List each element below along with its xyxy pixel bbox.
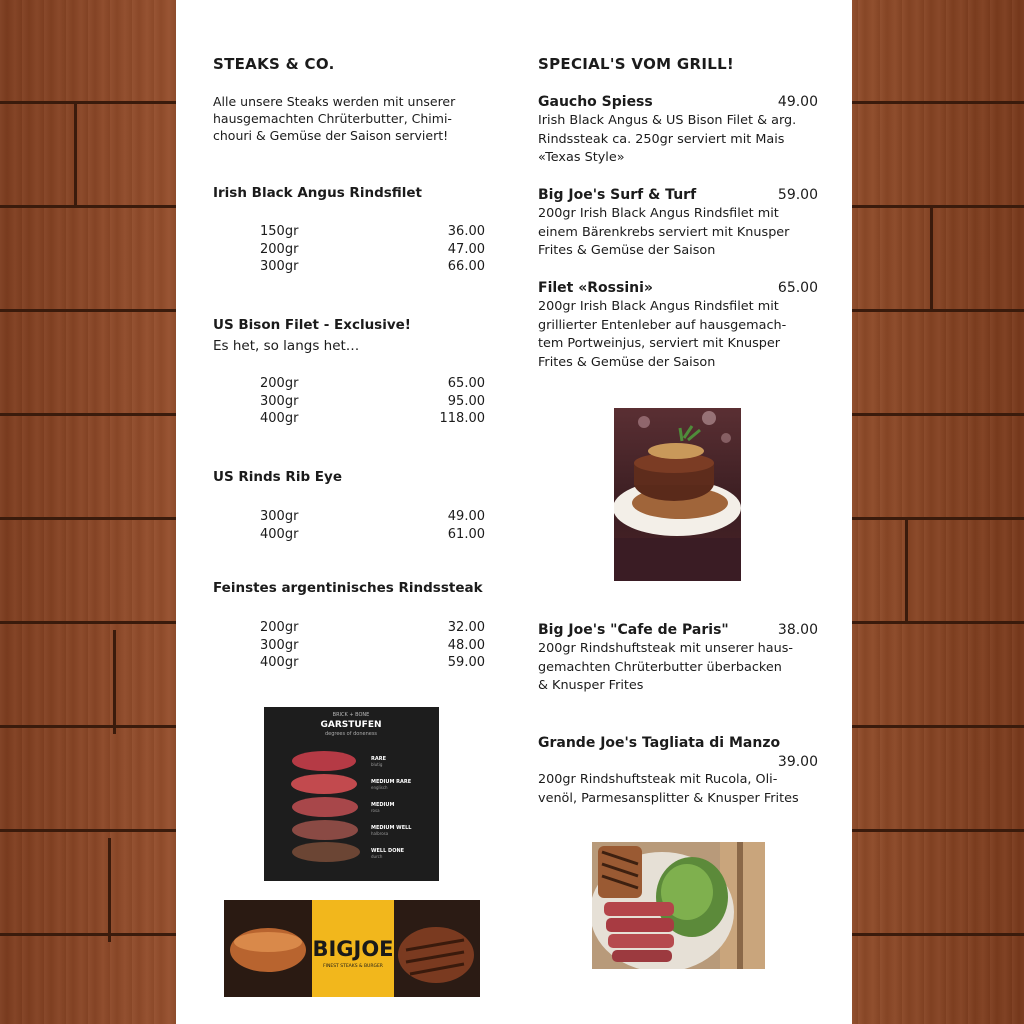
svg-text:durch: durch (371, 854, 383, 859)
special-desc: 200gr Rindshuftsteak mit unserer haus- gemachten Chrüterbutter überbacken & Knusper Frites (538, 641, 794, 693)
price-list (260, 508, 485, 543)
section-title: US Rinds Rib Eye (213, 469, 342, 485)
banner-logo: BIGJOE (312, 937, 394, 961)
special-desc: Irish Black Angus & US Bison Filet & arg. Rindssteak ca. 250gr serviert mit Mais «Texas Style» (538, 113, 797, 165)
wood-seam (930, 208, 933, 312)
section-title: US Bison Filet - Exclusive! (213, 317, 411, 333)
svg-text:MEDIUM WELL: MEDIUM WELL (371, 825, 412, 831)
special-item (538, 93, 818, 168)
price-list (260, 223, 485, 276)
doneness-brand: BRICK + BONE (332, 712, 370, 718)
price-row: 300gr 48.00 (260, 637, 485, 653)
special-price: 59.00 (777, 187, 818, 203)
doneness-chart-image (264, 707, 439, 881)
section-title: Irish Black Angus Rindsfilet (213, 185, 423, 201)
special-price: 38.00 (777, 622, 818, 638)
filet-rossini-photo (614, 408, 741, 581)
price-row: 200gr 47.00 (260, 241, 485, 257)
price-row: 150gr 36.00 (260, 224, 485, 239)
doneness-subtitle: degrees of doneness (324, 731, 378, 737)
special-item (538, 279, 818, 372)
special-desc: 200gr Rindshuftsteak mit Rucola, Oli- venöl, Parmesansplitter & Knusper Frites (538, 772, 799, 806)
specials-heading: SPECIAL'S VOM GRILL! (538, 55, 735, 73)
special-name: Gaucho Spiess (538, 94, 653, 110)
wood-seam (74, 104, 77, 208)
price-list (260, 375, 485, 428)
banner-tagline: FINEST STEAKS & BURGER (323, 964, 383, 969)
price-row: 400gr 118.00 (260, 411, 485, 426)
svg-text:halbrosa: halbrosa (371, 831, 389, 836)
section-title: Feinstes argentinisches Rindssteak (213, 580, 483, 596)
svg-text:blutig: blutig (371, 762, 383, 767)
bigjoe-banner-image (224, 900, 480, 997)
special-item (538, 734, 818, 808)
special-desc: 200gr Irish Black Angus Rindsfilet mit grillierter Entenleber auf hausgemach- tem Portweinjus, serviert mit Knusper Frites & Gemüse der Saison (538, 299, 787, 370)
special-price: 39.00 (777, 754, 818, 770)
tagliata-photo (592, 842, 765, 969)
price-row: 200gr 32.00 (260, 620, 485, 635)
steaks-intro: Alle unsere Steaks werden mit unserer hausgemachten Chrüterbutter, Chimi- chouri & Gemüse der Saison serviert! (213, 94, 456, 143)
price-row: 300gr 95.00 (260, 393, 485, 409)
svg-text:rosa: rosa (371, 808, 380, 813)
price-row: 400gr 61.00 (260, 526, 485, 542)
svg-text:MEDIUM: MEDIUM (371, 802, 395, 808)
doneness-title: GARSTUFEN (320, 720, 382, 730)
svg-text:RARE: RARE (371, 756, 386, 762)
special-price: 65.00 (777, 280, 818, 296)
special-desc: 200gr Irish Black Angus Rindsfilet mit einem Bärenkrebs serviert mit Knusper Frites & Gemüse der Saison (538, 206, 790, 258)
price-row: 300gr 49.00 (260, 509, 485, 524)
price-row: 200gr 65.00 (260, 376, 485, 391)
wood-seam (108, 838, 111, 942)
special-name: Filet «Rossini» (538, 280, 653, 296)
special-name: Big Joe's Surf & Turf (538, 187, 697, 203)
menu-page (176, 0, 852, 1024)
special-item (538, 186, 818, 261)
section-subtitle: Es het, so langs het… (213, 338, 360, 354)
svg-text:WELL DONE: WELL DONE (371, 848, 405, 854)
wood-seam (113, 630, 116, 734)
special-item (538, 621, 818, 696)
wood-seam (905, 520, 908, 624)
price-list (260, 619, 485, 672)
price-row: 300gr 66.00 (260, 259, 485, 274)
special-name: Grande Joe's Tagliata di Manzo (538, 735, 781, 751)
svg-text:englisch: englisch (371, 785, 388, 790)
steaks-heading: STEAKS & CO. (213, 55, 335, 73)
special-name: Big Joe's "Cafe de Paris" (538, 622, 729, 638)
price-row: 400gr 59.00 (260, 655, 485, 670)
special-price: 49.00 (777, 94, 818, 110)
svg-text:MEDIUM RARE: MEDIUM RARE (371, 779, 412, 785)
